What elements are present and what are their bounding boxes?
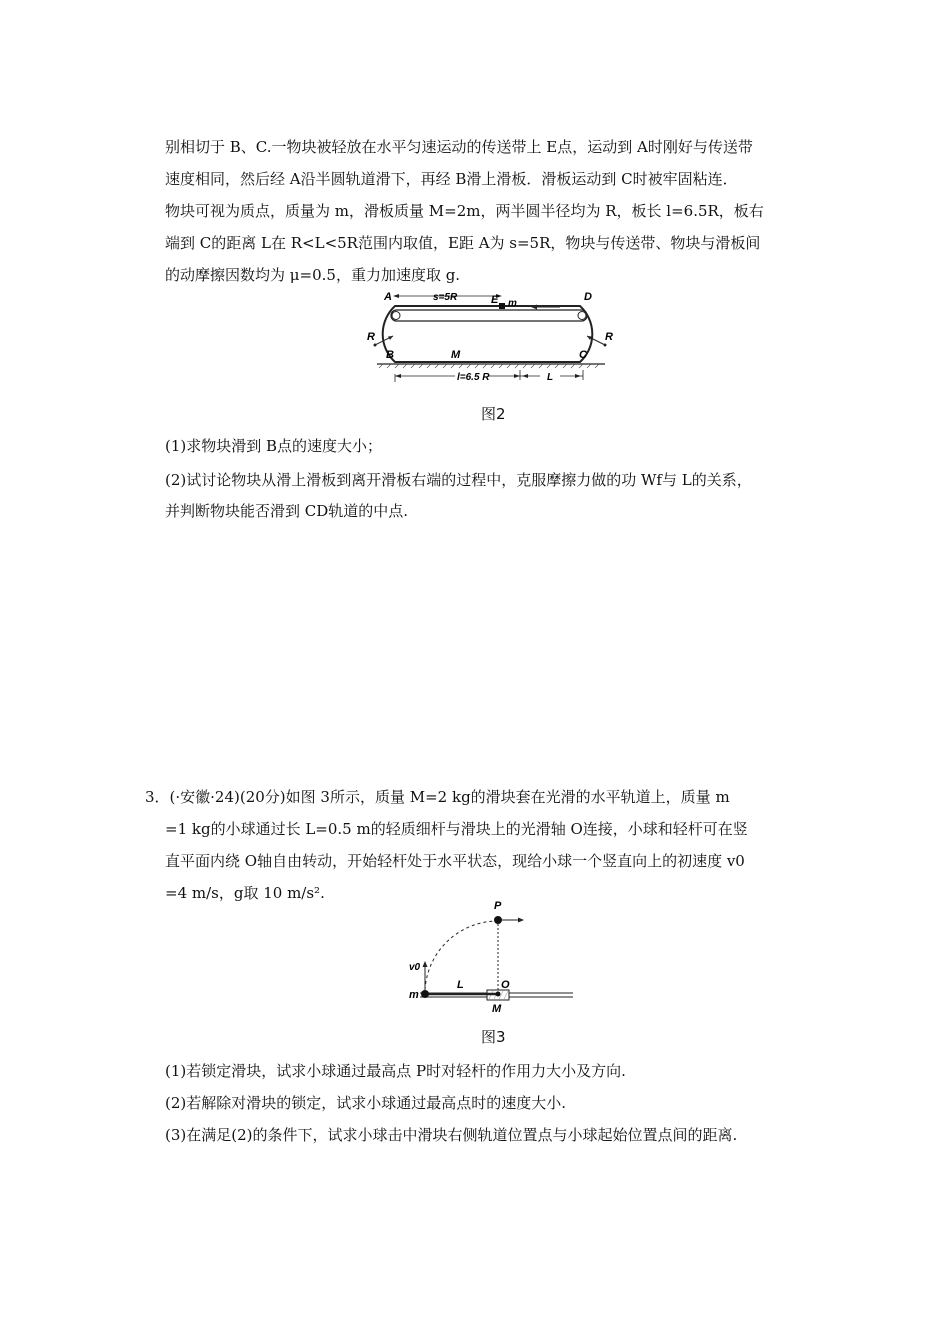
problem2-question-1: (1)求物块滑到 B点的速度大小； [165,437,383,455]
figure-2-caption: 图2 [481,405,506,423]
label-l: l=6.5 R [457,372,490,383]
problem3-line: 直平面内绕 O轴自由转动，开始轻杆处于水平状态，现给小球一个竖直向上的初速度 v0 [165,852,745,870]
problem2-line: 的动摩擦因数均为 μ=0.5，重力加速度取 g. [165,266,461,284]
label-M: M [492,1003,502,1015]
problem2-line: 端到 C的距离 L在 R<L<5R范围内取值，E距 A为 s=5R，物块与传送带、物块与滑板间 [165,234,761,252]
label-P: P [494,900,502,912]
problem2-question-2: (2)试讨论物块从滑上滑板到离开滑板右端的过程中，克服摩擦力做的功 Wf与 L的关系， [165,471,752,489]
label-v0: v0 [409,962,421,973]
problem3-question-1: (1)若锁定滑块，试求小球通过最高点 P时对轻杆的作用力大小及方向. [165,1062,626,1080]
left-pulley [392,312,400,320]
problem3-line: 3．(·安徽·24)(20分)如图 3所示，质量 M=2 kg的滑块套在光滑的水平轨道上，质量 m [145,788,730,806]
problem2-statement [165,134,815,288]
figure-2-diagram [355,288,625,388]
right-pulley [578,312,586,320]
conveyor-belt [391,310,587,321]
label-L: L [457,979,464,991]
problem3-line: =4 m/s，g取 10 m/s². [165,884,325,902]
label-D: D [584,291,592,303]
label-A: A [384,291,392,303]
problem3-statement [145,784,825,906]
figure-3-diagram [405,898,580,1018]
track-outline [383,306,593,362]
ball-m [421,990,429,998]
problem3-question-3: (3)在满足(2)的条件下，试求小球击中滑块右侧轨道位置点与小球起始位置点间的距离. [165,1126,738,1144]
ground-hatching [379,364,599,368]
label-E: E [491,294,499,306]
label-m: m [409,989,419,1001]
label-O: O [501,979,510,991]
label-M: M [451,349,461,361]
label-L: L [547,372,554,383]
figure-3-caption: 图3 [481,1028,506,1046]
label-R-left: R [367,331,375,343]
problem2-question-2-cont: 并判断物块能否滑到 CD轨道的中点. [165,502,409,520]
problem3-question-2: (2)若解除对滑块的锁定，试求小球通过最高点时的速度大小. [165,1094,567,1112]
label-B: B [386,349,394,361]
problem2-line: 速度相同，然后经 A沿半圆轨道滑下，再经 B滑上滑板．滑板运动到 C时被牢固粘连． [165,170,738,188]
label-R-right: R [605,331,613,343]
label-C: C [579,349,587,361]
block-m [499,303,505,309]
problem3-line: =1 kg的小球通过长 L=0.5 m的轻质细杆与滑块上的光滑轴 O连接，小球和轻杆可在竖 [165,820,748,838]
ball-P [494,916,502,924]
label-m: m [508,298,517,309]
pivot-O [496,992,501,997]
problem2-line: 别相切于 B、C.一物块被轻放在水平匀速运动的传送带上 E点，运动到 A时刚好与传送带 [165,138,753,156]
label-s: s=5R [433,292,458,303]
problem2-line: 物块可视为质点，质量为 m，滑板质量 M=2m，两半圆半径均为 R，板长 l=6.5R，板右 [165,202,764,220]
